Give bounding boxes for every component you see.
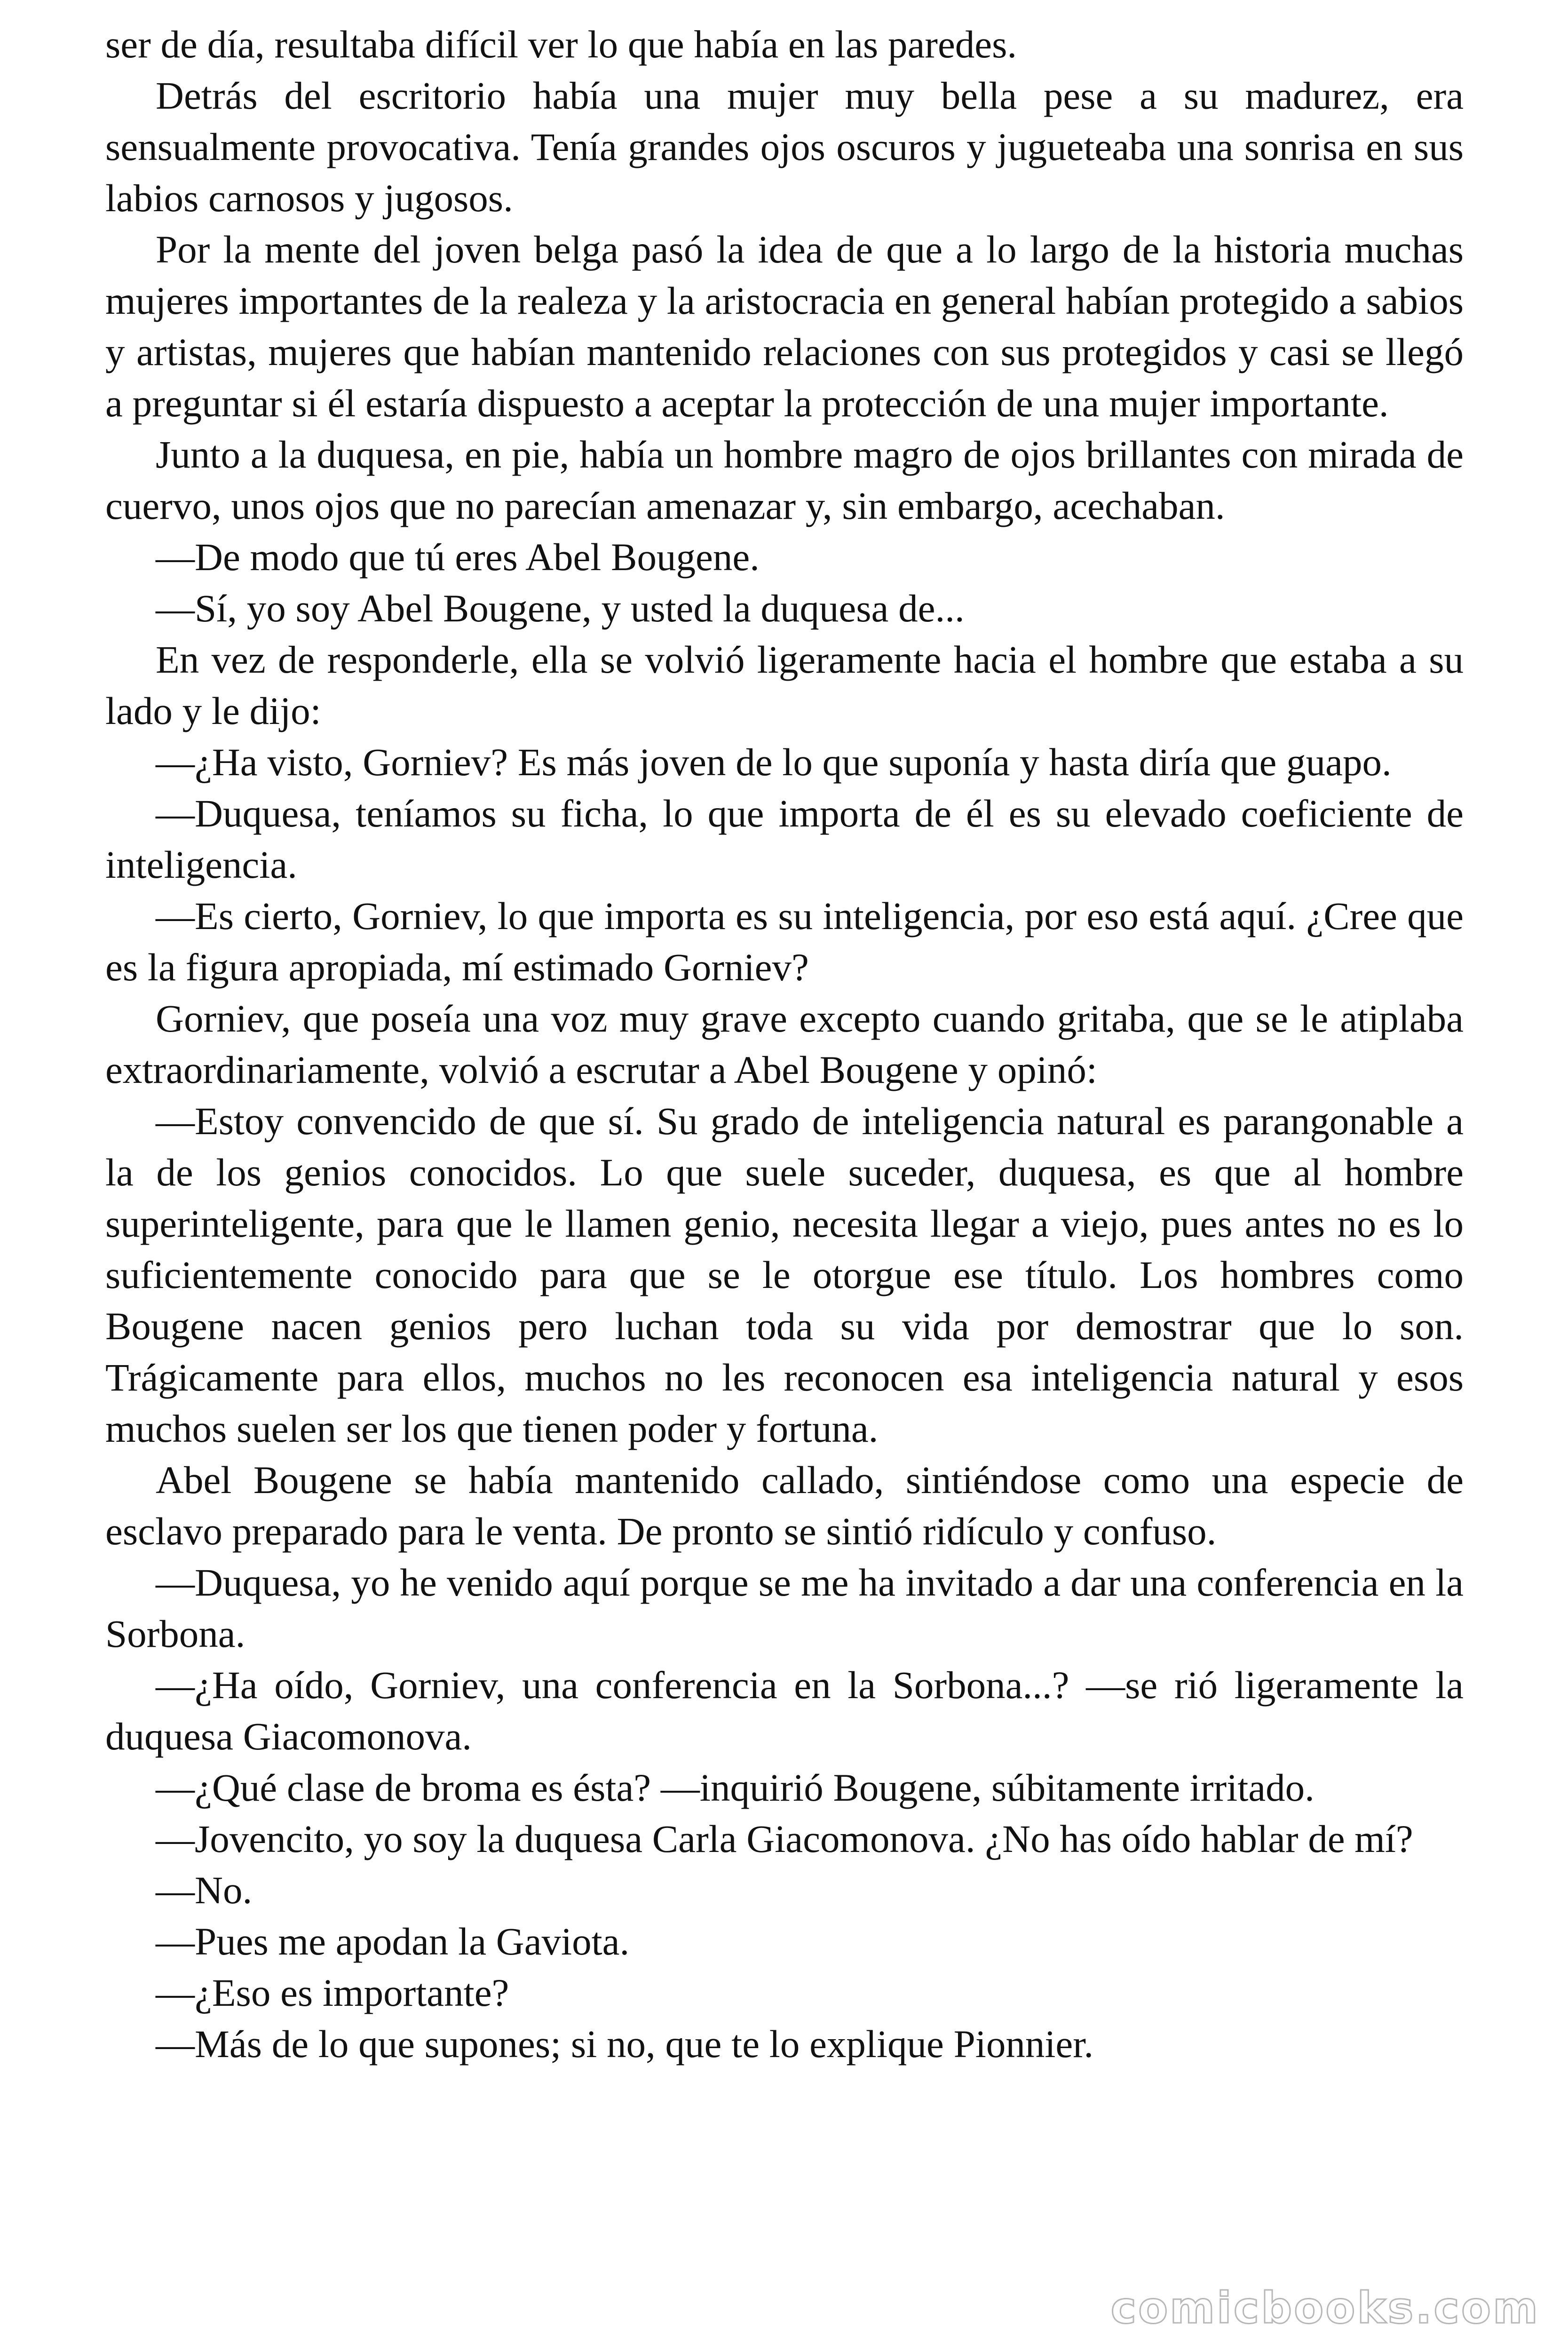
dialogue-line: —Es cierto, Gorniev, lo que importa es su inteligencia, por eso está aquí. ¿Cree que es la figura apropiada, mí estimado Gorniev? xyxy=(105,894,1464,989)
body-text xyxy=(105,19,1464,2070)
dialogue-line: —¿Ha visto, Gorniev? Es más joven de lo que suponía y hasta diría que guapo. xyxy=(156,740,1392,784)
dialogue-line: —Jovencito, yo soy la duquesa Carla Giacomonova. ¿No has oído hablar de mí? xyxy=(156,1817,1413,1860)
paragraph-continuation: ser de día, resultaba difícil ver lo que había en las paredes. xyxy=(105,23,1017,66)
paragraph: Gorniev, que poseía una voz muy grave excepto cuando gritaba, que se le atiplaba extraordinariamente, volvió a escrutar a Abel Bougene y opinó: xyxy=(105,997,1464,1091)
paragraph: Junto a la duquesa, en pie, había un hombre magro de ojos brillantes con mirada de cuervo, unos ojos que no parecían amenazar y, sin embargo, acechaban. xyxy=(105,433,1464,527)
dialogue-line: —Más de lo que supones; si no, que te lo explique Pionnier. xyxy=(156,2022,1094,2066)
dialogue-line: —Sí, yo soy Abel Bougene, y usted la duquesa de... xyxy=(156,587,965,630)
paragraph: En vez de responderle, ella se volvió ligeramente hacia el hombre que estaba a su lado y le dijo: xyxy=(105,638,1464,732)
paragraph: Abel Bougene se había mantenido callado, sintiéndose como una especie de esclavo preparado para le venta. De pronto se sintió ridículo y confuso. xyxy=(105,1458,1464,1553)
dialogue-line: —Duquesa, teníamos su ficha, lo que importa de él es su elevado coeficiente de inteligencia. xyxy=(105,792,1464,886)
dialogue-line: —¿Ha oído, Gorniev, una conferencia en la Sorbona...? —se rió ligeramente la duquesa Giacomonova. xyxy=(105,1663,1464,1758)
dialogue-line: —Duquesa, yo he venido aquí porque se me ha invitado a dar una conferencia en la Sorbona. xyxy=(105,1561,1464,1655)
dialogue-line: —De modo que tú eres Abel Bougene. xyxy=(156,535,760,579)
dialogue-line: —Pues me apodan la Gaviota. xyxy=(156,1920,630,1963)
watermark: comicbooks.com xyxy=(1110,2283,1540,2333)
dialogue-line: —No. xyxy=(156,1868,253,1912)
dialogue-line: —¿Qué clase de broma es ésta? —inquirió Bougene, súbitamente irritado. xyxy=(156,1766,1315,1809)
paragraph: Detrás del escritorio había una mujer muy bella pese a su madurez, era sensualmente provocativa. Tenía grandes ojos oscuros y jugueteaba una sonrisa en sus labios carnosos y jugosos. xyxy=(105,74,1464,220)
dialogue-line: —¿Eso es importante? xyxy=(156,1971,509,2014)
dialogue-line: —Estoy convencido de que sí. Su grado de inteligencia natural es parangonable a la de los genios conocidos. Lo que suele suceder, duquesa, es que al hombre superinteligente, para que le llamen genio, necesita llegar a viejo, pues antes no es lo suficientemente conocido para que se le otorgue ese título. Los hombres como Bougene nacen genios pero luchan toda su vida por demostrar que lo son. Trágicamente para ellos, muchos no les reconocen esa inteligencia natural y esos muchos suelen ser los que tienen poder y fortuna. xyxy=(105,1099,1464,1450)
paragraph: Por la mente del joven belga pasó la idea de que a lo largo de la historia muchas mujeres importantes de la realeza y la aristocracia en general habían protegido a sabios y artistas, mujeres que habían mantenido relaciones con sus protegidos y casi se llegó a preguntar si él estaría dispuesto a aceptar la protección de una mujer importante. xyxy=(105,228,1464,425)
